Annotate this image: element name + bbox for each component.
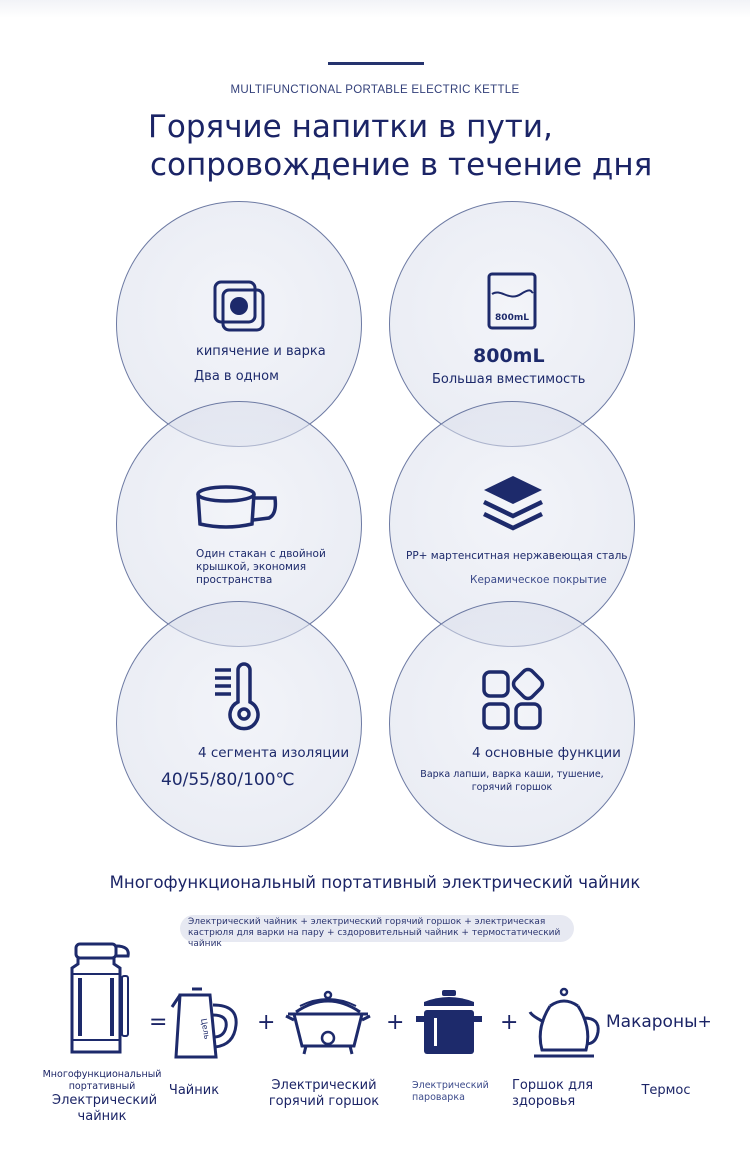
feature-6-line3: горячий горшок — [471, 782, 553, 793]
feature-6-line2: Варка лапши, варка каши, тушение, — [420, 769, 604, 780]
page-subtitle: MULTIFUNCTIONAL PORTABLE ELECTRIC KETTLE — [230, 84, 520, 96]
cup-lid-icon — [195, 484, 279, 530]
plus-sign-1: + — [257, 1010, 276, 1035]
feature-5-line1: 4 сегмента изоляции — [198, 745, 350, 761]
equals-sign: = — [149, 1010, 168, 1035]
layers-icon — [482, 474, 544, 532]
page-title — [148, 108, 652, 184]
plus-sign-3: + — [500, 1010, 519, 1035]
feature-6-desc — [390, 768, 634, 794]
feature-4-line1: PP+ мартенситная нержавеющая сталь — [406, 550, 628, 562]
label-thermos — [36, 1069, 168, 1125]
trailing-text: Макароны+ — [606, 1012, 712, 1032]
feature-circle-insulation — [116, 601, 362, 847]
bottom-title: Многофункциональный портативный электрический чайник — [109, 873, 641, 892]
feature-1-line1: кипячение и варка — [196, 344, 326, 359]
steamer-icon — [414, 988, 484, 1058]
feature-circle-functions — [389, 601, 635, 847]
top-fade — [0, 0, 750, 18]
cup-volume-text: 800mL — [495, 313, 529, 323]
feature-2-line2: Большая вместимость — [432, 372, 586, 387]
combo-pill-text: Электрический чайник + электрический горячий горшок + электрическая кастрюля для варки на пару + сздоровительный чайник + термостатический чайник — [188, 917, 561, 949]
functions-grid-icon — [482, 670, 542, 730]
thermos-kettle-icon — [66, 940, 136, 1060]
feature-4-line2: Керамическое покрытие — [470, 574, 607, 586]
hot-pot-icon — [282, 990, 374, 1056]
feature-6-line1: 4 основные функции — [472, 745, 621, 761]
title-line-1: Горячие напитки в пути, — [148, 109, 553, 145]
label-kettle: Чайник — [168, 1083, 220, 1098]
feature-1-line2: Два в одном — [194, 369, 279, 384]
label-hot-pot: Электрический горячий горшок — [268, 1078, 380, 1109]
label-health-pot: Горшок для здоровья — [512, 1078, 594, 1109]
label-thermos-right: Термос — [641, 1083, 691, 1098]
health-pot-icon — [528, 988, 606, 1060]
feature-3-text — [196, 548, 326, 587]
feature-2-line1: 800mL — [473, 345, 545, 367]
label-thermos-main: Электрический чайник — [52, 1093, 158, 1124]
kettle-icon — [170, 985, 242, 1061]
kettle-icon-text: Цель — [199, 1017, 212, 1040]
measuring-cup-icon — [487, 272, 537, 330]
label-thermos-small: Многофункциональный портативный — [42, 1069, 162, 1092]
label-steamer: Электрический пароварка — [412, 1080, 489, 1103]
feature-3-line1: Один стакан с двойной — [196, 548, 326, 560]
feature-3-line3: пространства — [196, 574, 273, 586]
feature-3-line2: крышкой, экономия — [196, 561, 307, 573]
plus-sign-2: + — [386, 1010, 405, 1035]
boil-cook-icon — [213, 280, 265, 332]
title-line-2: сопровождение в течение дня — [150, 147, 653, 183]
feature-5-line2: 40/55/80/100℃ — [161, 770, 295, 790]
thermometer-icon — [213, 664, 265, 730]
accent-line — [328, 62, 424, 65]
